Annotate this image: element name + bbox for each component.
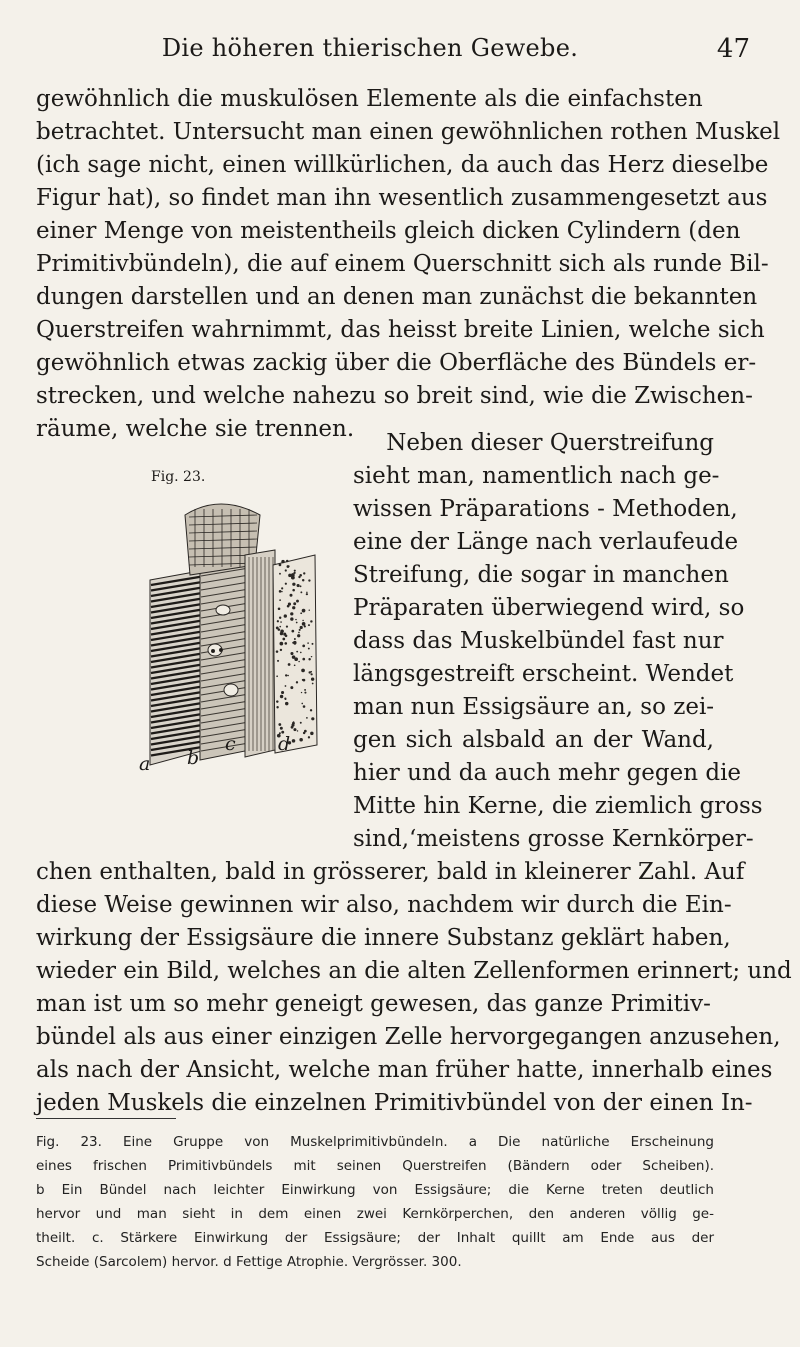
text-line: sind,ʻmeistens grosse Kernkörper- [353, 826, 754, 852]
text-line: gewöhnlich die muskulösen Elemente als die einfachsten [36, 86, 703, 112]
text-line: gewöhnlich etwas zackig über die Oberfläche des Bündels er- [36, 350, 757, 376]
paragraph-top [36, 83, 781, 446]
text-line: betrachtet. Untersucht man einen gewöhnlichen rothen Muskel [36, 119, 781, 145]
footnote-rule [36, 1118, 176, 1119]
fibre-a [150, 570, 205, 765]
page-number: 47 [716, 34, 750, 64]
text-line: man ist um so mehr geneigt gewesen, das ganze Primitiv- [36, 991, 711, 1017]
text-line: einer Menge von meistentheils gleich dicken Cylindern (den [36, 218, 741, 244]
text-line: Streifung, die sogar in manchen [353, 562, 729, 588]
caption-line: hervor und man sieht in dem einen zwei Kernkörperchen, den anderen völlig ge- [36, 1206, 714, 1222]
text-line: diese Weise gewinnen wir also, nachdem wir durch die Ein- [36, 892, 732, 918]
text-line: wirkung der Essigsäure die innere Substanz geklärt haben, [36, 925, 731, 951]
text-line: (ich sage nicht, einen willkürlichen, da auch das Herz dieselbe [36, 152, 769, 178]
figure-letter-b: b [187, 747, 200, 769]
caption-line: theilt. c. Stärkere Einwirkung der Essigsäure; der Inhalt quillt am Ende aus der [36, 1230, 714, 1246]
text-line: bündel als aus einer einzigen Zelle hervorgegangen anzusehen, [36, 1024, 781, 1050]
muscle-fibre-figure [139, 495, 325, 785]
fibre-b [200, 540, 250, 760]
text-line: gen sich alsbald an der Wand, [353, 727, 714, 753]
text-line: räume, welche sie trennen. [36, 416, 355, 442]
text-line: wieder ein Bild, welches an die alten Zellenformen erinnert; und [36, 958, 792, 984]
text-line: strecken, und welche nahezu so breit sind, wie die Zwischen- [36, 383, 753, 409]
text-line: man nun Essigsäure an, so zei- [353, 694, 715, 720]
paragraph-bottom [36, 856, 792, 1120]
text-line: Präparaten überwiegend wird, so [353, 595, 745, 621]
figure-letter-a: a [139, 753, 151, 775]
running-header [30, 34, 750, 74]
text-line: als nach der Ansicht, welche man früher hatte, innerhalb eines [36, 1057, 773, 1083]
text-line: sieht man, namentlich nach ge- [353, 463, 720, 489]
caption-line: Fig. 23. Eine Gruppe von Muskelprimitivbündeln. a Die natürliche Erscheinung [36, 1134, 714, 1150]
figure-letter-c: c [225, 733, 236, 755]
text-line: wissen Präparations - Methoden, [353, 496, 738, 522]
text-line: jeden Muskels die einzelnen Primitivbündel von der einen In- [36, 1090, 753, 1116]
text-line: Primitivbündeln), die auf einem Querschnitt sich als runde Bil- [36, 251, 769, 277]
text-line: Mitte hin Kerne, die ziemlich gross [353, 793, 763, 819]
figure-label: Fig. 23. [151, 469, 206, 485]
figure-caption [36, 1130, 714, 1274]
caption-line: Scheide (Sarcolem) hervor. d Fettige Atrophie. Vergrösser. 300. [36, 1254, 462, 1270]
text-line: hier und da auch mehr gegen die [353, 760, 742, 786]
figure-letter-d: d [278, 733, 291, 755]
text-line: eine der Länge nach verlaufeude [353, 529, 739, 555]
text-line: längsgestreift erscheint. Wendet [353, 661, 734, 687]
text-line: chen enthalten, bald in grösserer, bald in kleinerer Zahl. Auf [36, 859, 745, 885]
text-line: dass das Muskelbündel fast nur [353, 628, 724, 654]
caption-line: b Ein Bündel nach leichter Einwirkung von Essigsäure; die Kerne treten deutlich [36, 1182, 714, 1198]
text-line: Neben dieser Querstreifung [386, 430, 714, 456]
fibre-c [245, 550, 275, 757]
fibre-d [273, 555, 317, 753]
text-line: dungen darstellen und an denen man zunächst die bekannten [36, 284, 758, 310]
running-title: Die höheren thierischen Gewebe. [161, 34, 579, 62]
paragraph-right-column [353, 427, 763, 856]
text-line: Figur hat), so findet man ihn wesentlich zusammengesetzt aus [36, 185, 768, 211]
text-line: Querstreifen wahrnimmt, das heisst breite Linien, welche sich [36, 317, 765, 343]
caption-line: eines frischen Primitivbündels mit seinen Querstreifen (Bändern oder Scheiben). [36, 1158, 714, 1174]
